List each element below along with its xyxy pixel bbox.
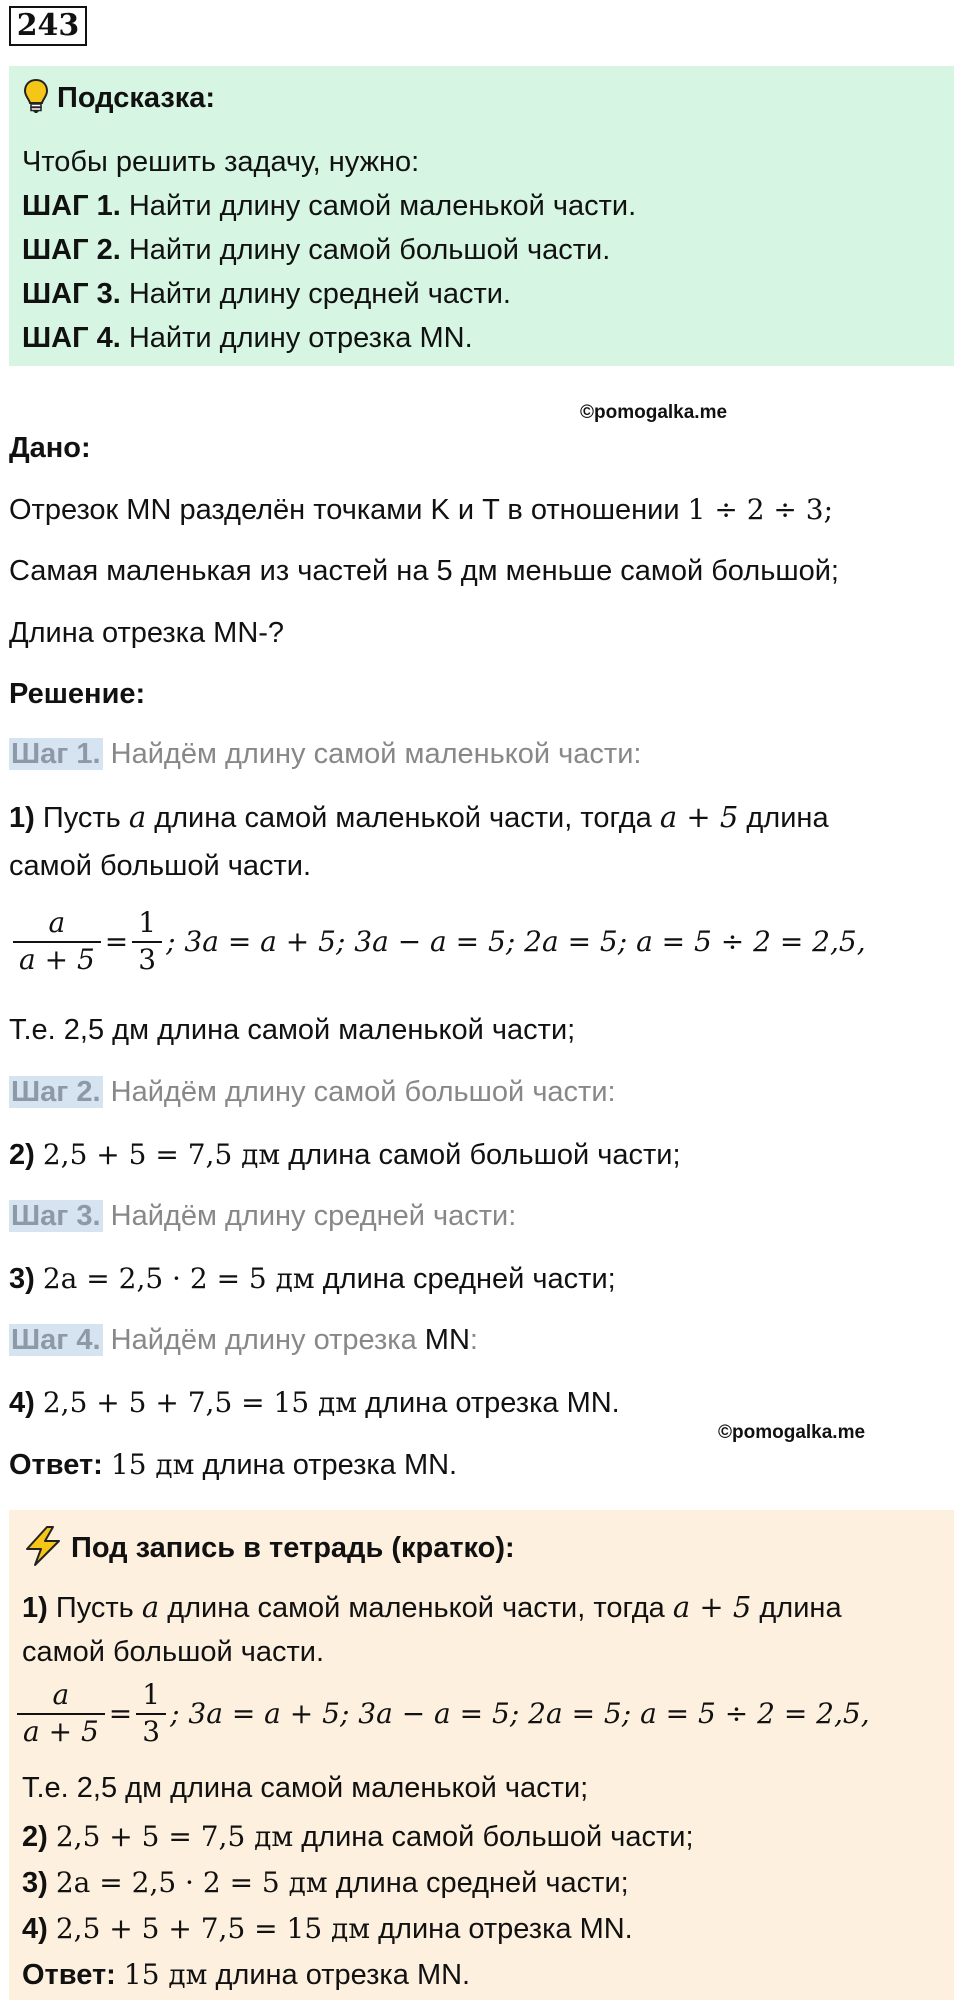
solution-title: Решение: <box>9 678 146 710</box>
notebook-title: Под запись в тетрадь (кратко): <box>71 1531 515 1564</box>
text: длина отрезка MN. <box>215 1959 471 1991</box>
var-a: a <box>141 1590 160 1624</box>
math: 2,5 + 5 + 7,5 = 15 дм <box>55 1912 371 1945</box>
fraction-a <box>17 1680 105 1748</box>
frac-numerator: a <box>52 1678 70 1711</box>
eq-sign: = <box>108 1697 133 1731</box>
step-1-header <box>9 738 641 771</box>
item-number: 2) <box>22 1821 48 1853</box>
task-number: 243 <box>9 6 87 46</box>
answer-label: Ответ: <box>22 1959 116 1991</box>
text: длина отрезка MN. <box>378 1913 633 1945</box>
solution-line-4 <box>9 1386 620 1420</box>
hint-step-label: ШАГ 4. <box>22 322 121 354</box>
hint-title: Подсказка: <box>57 81 216 114</box>
nb-line-1 <box>22 1590 842 1625</box>
hint-step-text: Найти длину самой большой части. <box>128 234 611 266</box>
watermark: ©pomogalka.me <box>718 1422 866 1443</box>
hint-step-4 <box>22 322 473 355</box>
eq-sign: = <box>104 925 129 959</box>
frac-numerator: a <box>48 906 66 939</box>
notebook-header <box>23 1526 515 1570</box>
watermark: ©pomogalka.me <box>580 402 728 423</box>
text: длина отрезка MN. <box>202 1449 458 1481</box>
fraction-a <box>13 908 101 976</box>
text: длина самой большой части; <box>288 1139 681 1171</box>
hint-intro: Чтобы решить задачу, нужно: <box>22 146 420 178</box>
step-4-header <box>9 1324 478 1357</box>
text: длина самой большой части; <box>301 1821 694 1853</box>
frac-denominator: 3 <box>132 941 162 976</box>
nb-result-1: Т.е. 2,5 дм длина самой маленькой части; <box>22 1772 589 1804</box>
nb-line-1b: самой большой части. <box>22 1636 325 1668</box>
hint-box <box>9 66 954 366</box>
text: длина самой маленькой части, тогда <box>154 802 652 834</box>
step-text: Найдём длину самой маленькой части: <box>110 738 642 770</box>
text: Пусть <box>42 802 121 834</box>
item-number: 2) <box>9 1139 35 1171</box>
given-text: Отрезок MN разделён точками K и T в отношении <box>9 494 680 526</box>
equation-rest: ; 3a = a + 5; 3a − a = 5; 2a = 5; a = 5 ÷ 2 = 2,5, <box>170 1697 870 1731</box>
nb-answer <box>22 1958 470 1992</box>
item-number: 4) <box>22 1913 48 1945</box>
colon: : <box>469 1324 478 1356</box>
fraction-one-third <box>136 1680 166 1748</box>
math: 2,5 + 5 + 7,5 = 15 дм <box>42 1386 358 1419</box>
item-number: 1) <box>9 802 35 834</box>
var-a: a <box>128 800 147 834</box>
step-3-header <box>9 1200 516 1233</box>
step-text: Найдём длину отрезка <box>110 1324 417 1356</box>
step-tag: Шаг 3. <box>11 1200 101 1232</box>
answer-line <box>9 1448 457 1482</box>
hint-step-text: Найти длину самой маленькой части. <box>128 190 637 222</box>
given-title: Дано: <box>9 432 91 464</box>
step-2-header <box>9 1076 616 1109</box>
hint-step-2 <box>22 234 610 267</box>
frac-numerator: 1 <box>138 906 157 939</box>
math: 2,5 + 5 = 7,5 дм <box>55 1820 294 1853</box>
given-line-2: Самая маленькая из частей на 5 дм меньше самой большой; <box>9 555 839 587</box>
frac-denominator: a + 5 <box>13 941 101 976</box>
text: длина средней части; <box>322 1263 616 1295</box>
lightbulb-icon <box>23 78 49 119</box>
hint-step-label: ШАГ 1. <box>22 190 121 222</box>
given-line-1 <box>9 493 833 527</box>
step-tag: Шаг 2. <box>11 1076 101 1108</box>
expr: a + 5 <box>672 1590 752 1624</box>
lightning-icon <box>23 1525 63 1572</box>
nb-line-4 <box>22 1912 633 1946</box>
math: 15 дм <box>123 1958 208 1991</box>
segment-mn: MN <box>424 1324 470 1356</box>
text: длина средней части; <box>335 1867 629 1899</box>
solution-line-2 <box>9 1138 681 1172</box>
nb-line-3 <box>22 1866 629 1900</box>
hint-step-text: Найти длину отрезка MN. <box>128 322 473 354</box>
frac-numerator: 1 <box>142 1678 161 1711</box>
expr: a + 5 <box>659 800 739 834</box>
frac-denominator: 3 <box>136 1713 166 1748</box>
text: длина <box>746 802 829 834</box>
fraction-one-third <box>132 908 162 976</box>
step-text: Найдём длину средней части: <box>110 1200 517 1232</box>
text: Пусть <box>55 1592 134 1624</box>
hint-step-1 <box>22 190 636 223</box>
item-number: 1) <box>22 1592 48 1624</box>
math: 2a = 2,5 · 2 = 5 дм <box>55 1866 328 1899</box>
step-tag: Шаг 4. <box>11 1324 101 1356</box>
frac-denominator: a + 5 <box>17 1713 105 1748</box>
hint-step-3 <box>22 278 511 311</box>
step-text: Найдём длину самой большой части: <box>110 1076 616 1108</box>
step-tag: Шаг 1. <box>11 738 101 770</box>
hint-step-label: ШАГ 3. <box>22 278 121 310</box>
math: 15 дм <box>110 1448 195 1481</box>
item-number: 4) <box>9 1387 35 1419</box>
text: длина самой маленькой части, тогда <box>167 1592 665 1624</box>
given-line-3: Длина отрезка MN-? <box>9 617 285 649</box>
notebook-box <box>9 1510 954 2000</box>
math: 2,5 + 5 = 7,5 дм <box>42 1138 281 1171</box>
nb-line-2 <box>22 1820 694 1854</box>
item-number: 3) <box>9 1263 35 1295</box>
equation-row <box>9 908 866 976</box>
item-number: 3) <box>22 1867 48 1899</box>
text: длина отрезка MN. <box>365 1387 620 1419</box>
hint-step-label: ШАГ 2. <box>22 234 121 266</box>
solution-line-1 <box>9 800 829 835</box>
equation-rest: ; 3a = a + 5; 3a − a = 5; 2a = 5; a = 5 ÷ 2 = 2,5, <box>166 925 866 959</box>
solution-line-3 <box>9 1262 616 1296</box>
math: 2a = 2,5 · 2 = 5 дм <box>42 1262 315 1295</box>
answer-label: Ответ: <box>9 1449 103 1481</box>
solution-line-1b: самой большой части. <box>9 850 312 882</box>
ratio-math: 1 ÷ 2 ÷ 3; <box>687 493 834 526</box>
text: длина <box>759 1592 842 1624</box>
step-1-result: Т.е. 2,5 дм длина самой маленькой части; <box>9 1014 576 1046</box>
hint-header <box>23 78 215 118</box>
hint-step-text: Найти длину средней части. <box>128 278 511 310</box>
nb-equation-row <box>13 1680 870 1748</box>
